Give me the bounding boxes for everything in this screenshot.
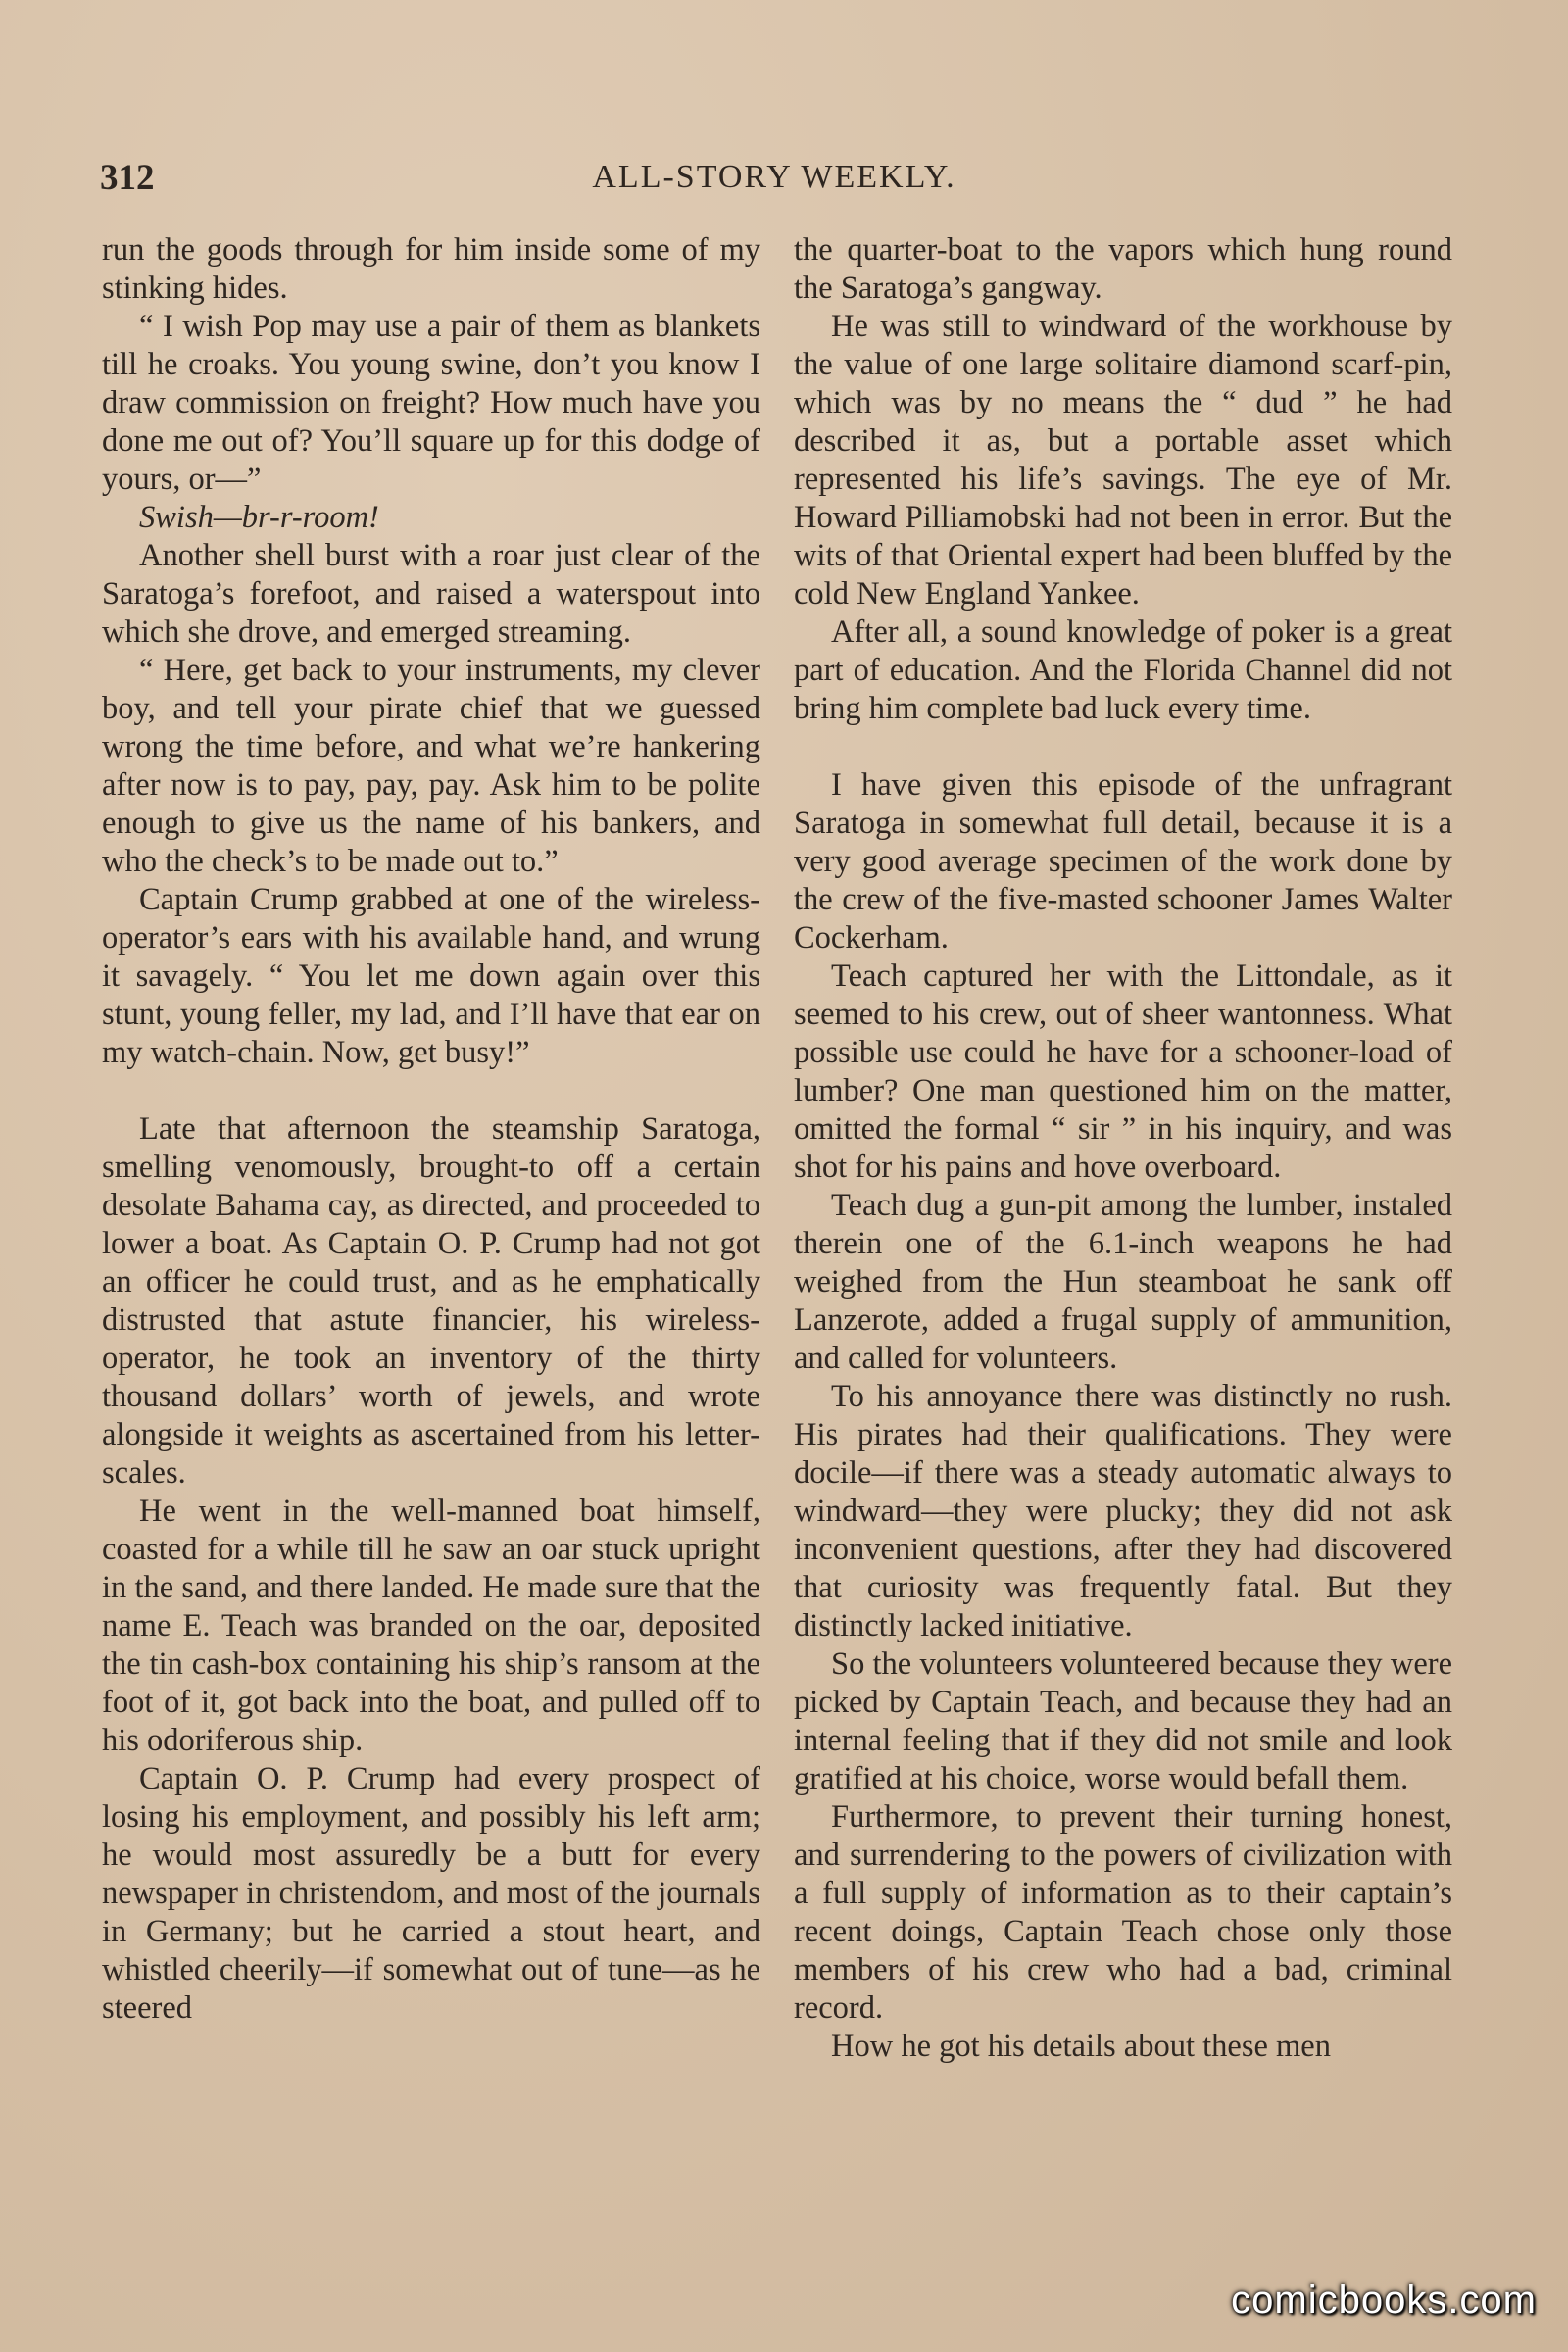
paragraph: I have given this episode of the unfragrant Saratoga in somewhat full detail, because it is a very good average specimen of the work done by the crew of the five-masted schooner James Walter Cockerham. [794,767,1452,956]
paragraph: So the volunteers volunteered because they were picked by Captain Teach, and because they had an internal feeling that if they did not smile and look gratified at his choice, worse would befall them. [794,1646,1452,1796]
paragraph: After all, a sound knowledge of poker is a great part of education. And the Florida Channel did not bring him complete bad luck every time. [794,614,1452,726]
paragraph: He was still to windward of the workhouse by the value of one large solitaire diamond scarf-pin, which was by no means the “ dud ” he had described it as, but a portable asset which represented his life’s savings. The eye of Mr. Howard Pilliamobski had not been in error. But the wits of that Oriental expert had been bluffed by the cold New England Yankee. [794,309,1452,612]
paragraph: How he got his details about these men [831,2029,1331,2064]
paragraph: To his annoyance there was distinctly no rush. His pirates had their qualifications. They were docile—if there was a steady automatic always to windward—they were plucky; they did not ask inconvenient questions, after they had discovered that curiosity was frequently fatal. But they distinctly lacked initiative. [794,1379,1452,1643]
page-number: 312 [100,158,155,198]
paragraph: Another shell burst with a roar just clear of the Saratoga’s forefoot, and raised a waterspout into which she drove, and emerged streaming. [102,538,760,650]
running-head: ALL-STORY WEEKLY. [592,159,956,195]
paragraph: Teach dug a gun-pit among the lumber, instaled therein one of the 6.1-inch weapons he had weighed from the Hun steamboat he sank off Lanzerote, added a frugal supply of ammunition, and called for volunteers. [794,1188,1452,1376]
left-column [102,231,760,2028]
paragraph: the quarter-boat to the vapors which hung round the Saratoga’s gangway. [794,232,1452,306]
paragraph: Captain O. P. Crump had every prospect of losing his employment, and possibly his left arm; he would most assuredly be a butt for every newspaper in christendom, and most of the journals in Germany; but he carried a stout heart, and whistled cheerily—if somewhat out of tune—as he steered [102,1761,760,2026]
paragraph: Furthermore, to prevent their turning honest, and surrendering to the powers of civilization with a full supply of information as to their captain’s recent doings, Captain Teach chose only those members of his crew who had a bad, criminal record. [794,1799,1452,2026]
right-column [794,231,1452,2066]
paragraph: run the goods through for him inside some of my stinking hides. [102,232,760,306]
paragraph: He went in the well-manned boat himself, coasted for a while till he saw an oar stuck upright in the sand, and there landed. He made sure that the name E. Teach was branded on the oar, deposited the tin cash-box containing his ship’s ransom at the foot of it, got back into the boat, and pulled off to his odoriferous ship. [102,1494,760,1758]
watermark: comicbooks.com [1231,2278,1537,2322]
paragraph: Swish—br-r-room! [139,500,379,535]
paragraph: Late that afternoon the steamship Saratoga, smelling venomously, brought-to off a certain desolate Bahama cay, as directed, and proceeded to lower a boat. As Captain O. P. Crump had not got an officer he could trust, and as he emphatically distrusted that astute financier, his wireless-operator, he took an inventory of the thirty thousand dollars’ worth of jewels, and wrote alongside it weights as ascertained from his letter-scales. [102,1111,760,1491]
paragraph: “ I wish Pop may use a pair of them as blankets till he croaks. You young swine, don’t you know I draw commission on freight? How much have you done me out of? You’ll square up for this dodge of yours, or—” [102,309,760,497]
paragraph: “ Here, get back to your instruments, my clever boy, and tell your pirate chief that we guessed wrong the time before, and what we’re hankering after now is to pay, pay, pay. Ask him to be polite enough to give us the name of his bankers, and who the check’s to be made out to.” [102,653,760,879]
paragraph: Captain Crump grabbed at one of the wireless-operator’s ears with his available hand, and wrung it savagely. “ You let me down again over this stunt, young feller, my lad, and I’ll have that ear on my watch-chain. Now, get busy!” [102,882,760,1070]
paragraph: Teach captured her with the Littondale, as it seemed to his crew, out of sheer wantonness. What possible use could he have for a schooner-load of lumber? One man questioned him on the matter, omitted the formal “ sir ” in his inquiry, and was shot for his pains and hove overboard. [794,958,1452,1185]
page-header [98,157,1450,206]
